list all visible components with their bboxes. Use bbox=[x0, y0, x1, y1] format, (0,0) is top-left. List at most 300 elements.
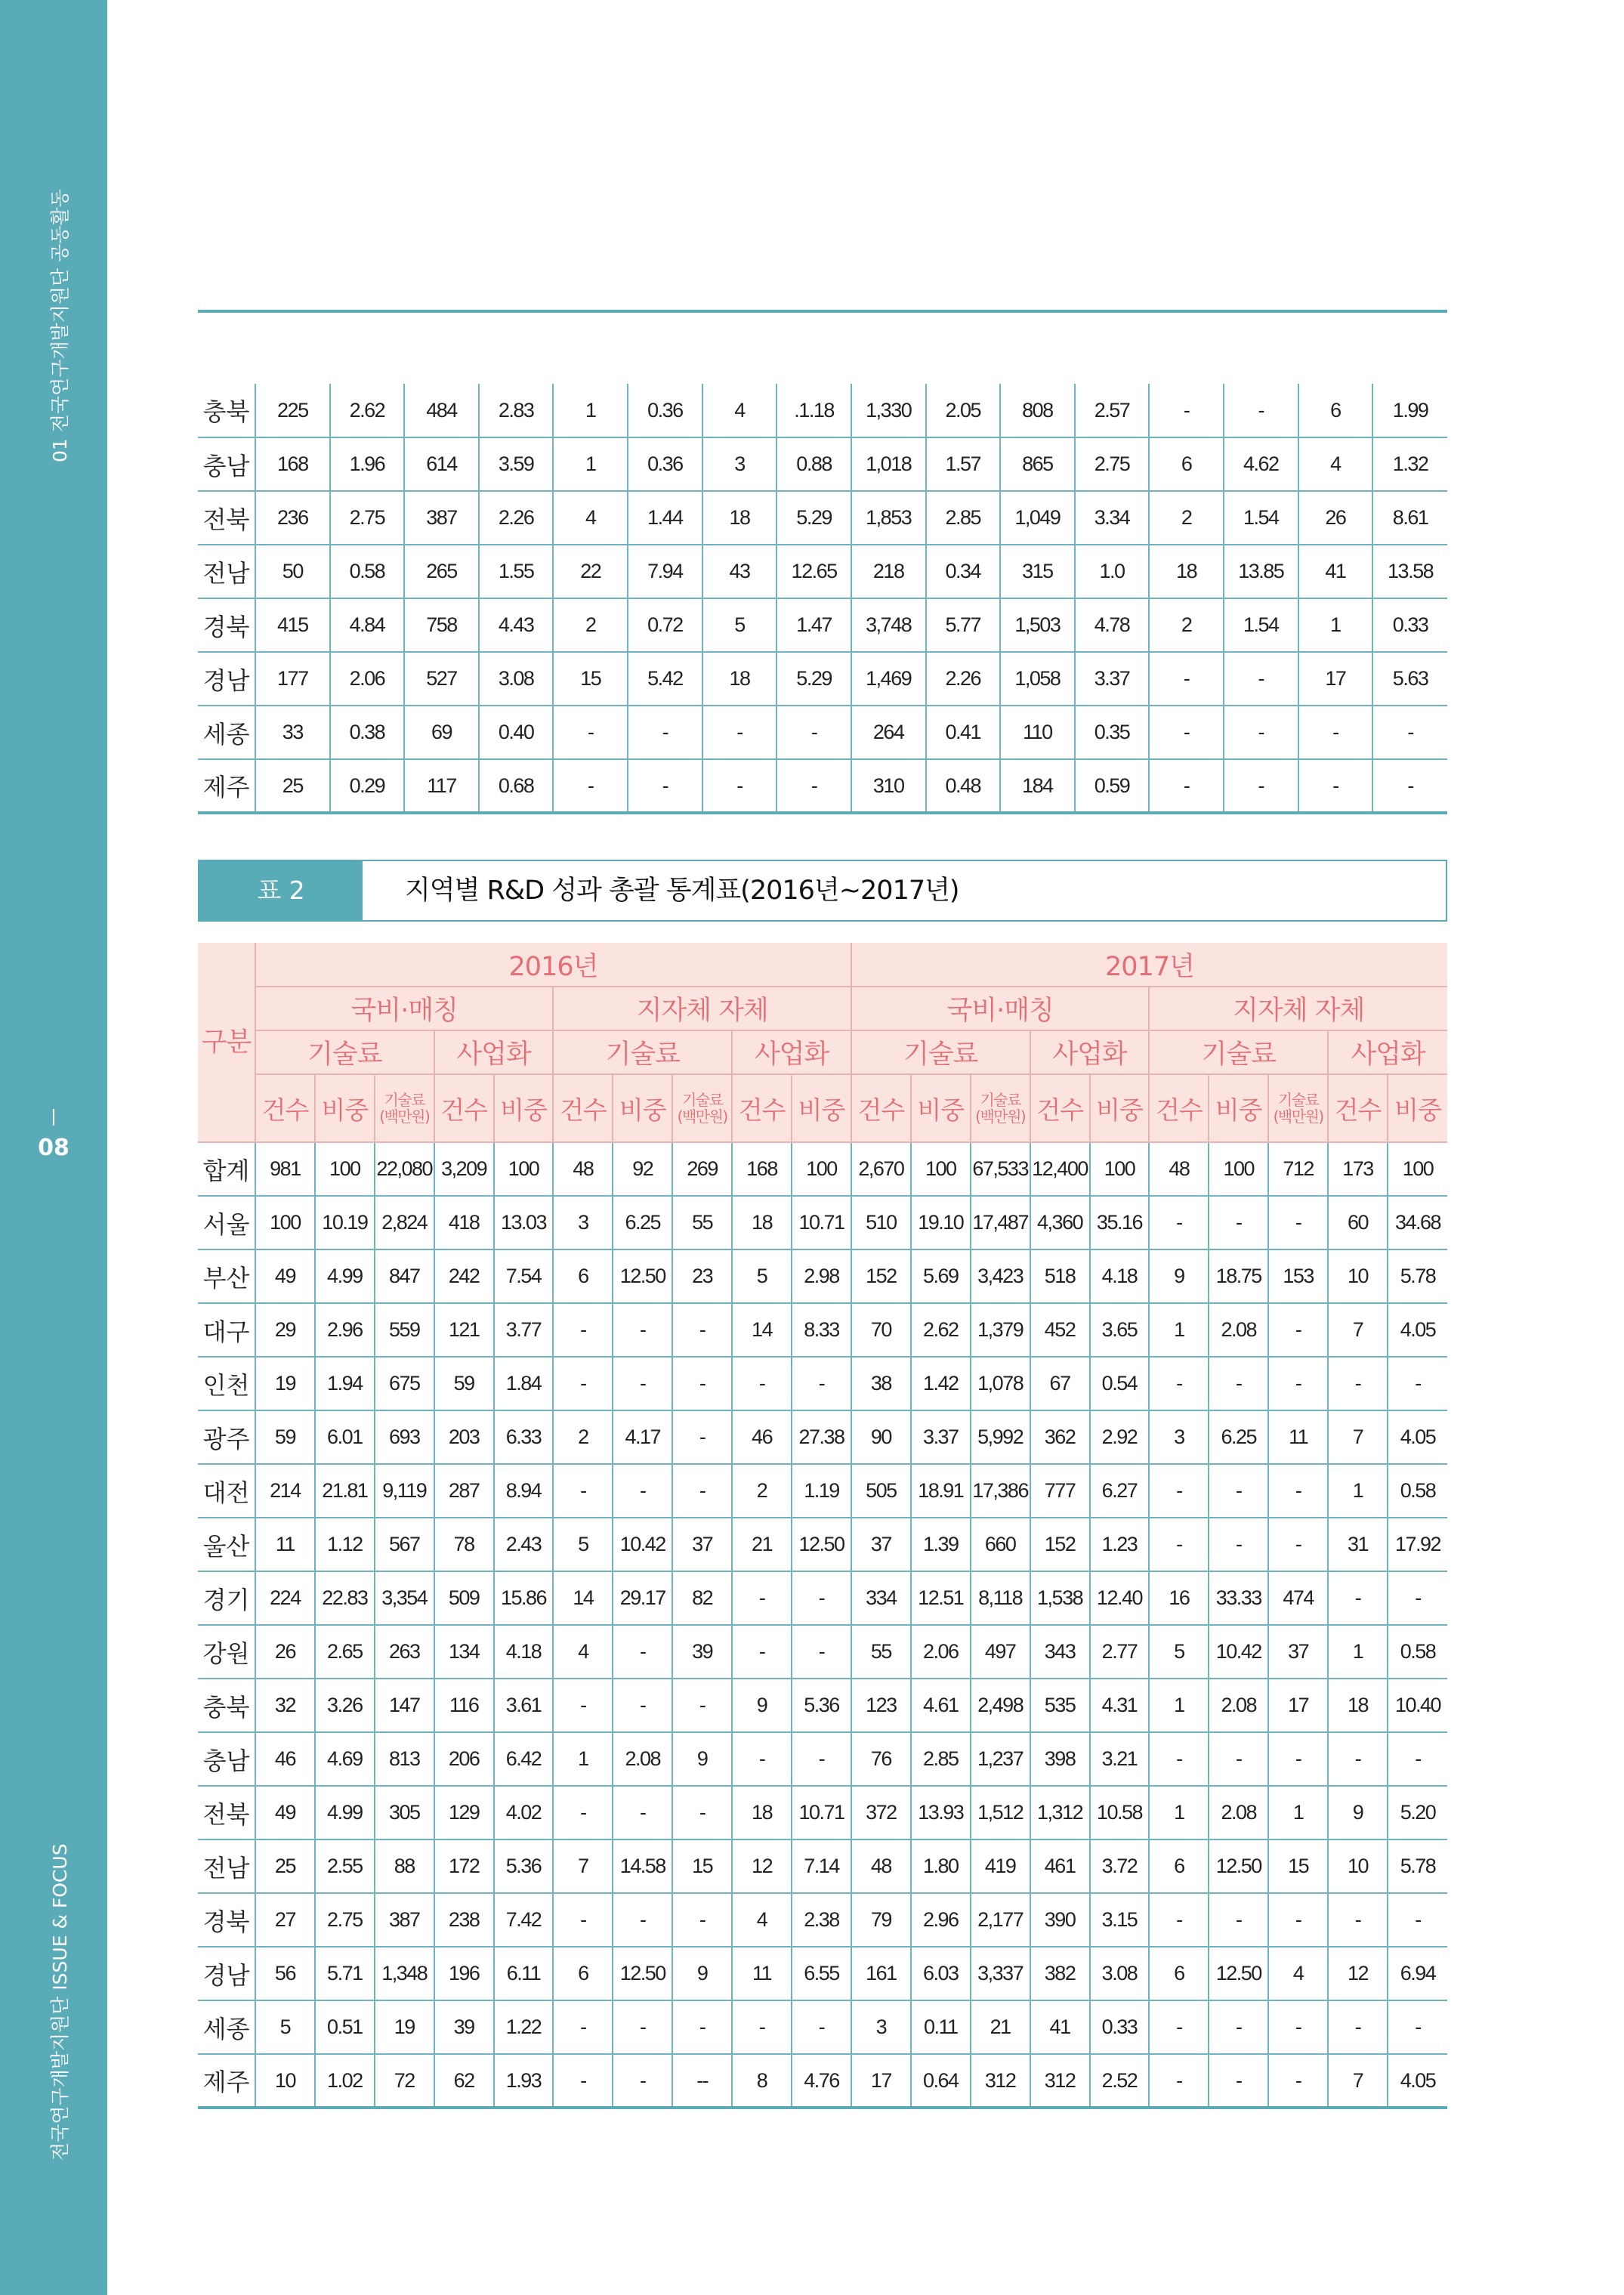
table-cell: 60 bbox=[1328, 1196, 1388, 1249]
table-row bbox=[198, 2000, 1447, 2054]
table-cell: 3,423 bbox=[971, 1249, 1030, 1303]
table-cell: 4.99 bbox=[315, 1249, 375, 1303]
table-cell: 2.83 bbox=[479, 384, 554, 437]
table-cell: 12.50 bbox=[613, 1947, 672, 2000]
table-cell: - bbox=[1268, 1196, 1328, 1249]
table-cell: 59 bbox=[255, 1410, 315, 1464]
table-row bbox=[198, 1518, 1447, 1571]
table-cell: 808 bbox=[1000, 384, 1075, 437]
table-cell: 3.37 bbox=[1075, 652, 1150, 706]
region-label: 인천 bbox=[198, 1357, 255, 1410]
header-subgroup: 기술료 bbox=[1149, 1030, 1328, 1074]
table-cell: 2.06 bbox=[330, 652, 405, 706]
table-cell: 3,337 bbox=[971, 1947, 1030, 2000]
table-cell: 1,379 bbox=[971, 1303, 1030, 1357]
table-cell: 29 bbox=[255, 1303, 315, 1357]
table-cell: - bbox=[1328, 1893, 1388, 1947]
table-cell: 14.58 bbox=[613, 1839, 672, 1893]
table-cell: 614 bbox=[404, 437, 479, 491]
table-cell: 3,748 bbox=[851, 598, 926, 652]
table-cell: 3.65 bbox=[1090, 1303, 1150, 1357]
table-cell: 116 bbox=[434, 1679, 494, 1732]
table-cell: 3 bbox=[553, 1196, 613, 1249]
table-cell: 67,533 bbox=[971, 1142, 1030, 1196]
table-cell: 100 bbox=[792, 1142, 851, 1196]
table-cell: 4.61 bbox=[911, 1679, 971, 1732]
table-cell: 10.42 bbox=[1209, 1625, 1268, 1679]
table-cell: 6 bbox=[553, 1249, 613, 1303]
table-cell: 76 bbox=[851, 1732, 911, 1786]
section-title: 01 전국연구개발지원단 공동활동 bbox=[49, 189, 71, 462]
region-label: 경북 bbox=[198, 598, 255, 652]
header-group: 지자체 자체 bbox=[553, 987, 851, 1030]
table-row bbox=[198, 1732, 1447, 1786]
table-cell: 39 bbox=[672, 1625, 732, 1679]
table-row bbox=[198, 1947, 1447, 2000]
region-label: 전북 bbox=[198, 1786, 255, 1839]
region-label: 전북 bbox=[198, 491, 255, 545]
table-cell: 712 bbox=[1268, 1142, 1328, 1196]
table-cell: 8,118 bbox=[971, 1571, 1030, 1625]
table-cell: 11 bbox=[732, 1947, 792, 2000]
table-cell: 3,354 bbox=[375, 1571, 434, 1625]
table-cell: 4,360 bbox=[1030, 1196, 1090, 1249]
table-cell: 5.29 bbox=[776, 491, 851, 545]
table-cell: 2 bbox=[1149, 491, 1224, 545]
table-cell: 100 bbox=[1209, 1142, 1268, 1196]
column-header: 기술료(백만원) bbox=[971, 1074, 1030, 1142]
column-header: 기술료(백만원) bbox=[672, 1074, 732, 1142]
table-cell: 509 bbox=[434, 1571, 494, 1625]
region-label: 경남 bbox=[198, 652, 255, 706]
table-cell: 0.40 bbox=[479, 706, 554, 759]
table-cell: - bbox=[628, 759, 702, 813]
table-cell: - bbox=[613, 1464, 672, 1518]
table-cell: 78 bbox=[434, 1518, 494, 1571]
header-subgroup: 사업화 bbox=[434, 1030, 554, 1074]
table-cell: 2.62 bbox=[330, 384, 405, 437]
table-cell: 15 bbox=[672, 1839, 732, 1893]
table-cell: 203 bbox=[434, 1410, 494, 1464]
table-cell: 161 bbox=[851, 1947, 911, 2000]
table-cell: 2.96 bbox=[315, 1303, 375, 1357]
table-cell: 14 bbox=[553, 1571, 613, 1625]
table-cell: 1,512 bbox=[971, 1786, 1030, 1839]
table-cell: - bbox=[792, 1357, 851, 1410]
table-cell: 236 bbox=[255, 491, 330, 545]
table-cell: 172 bbox=[434, 1839, 494, 1893]
table-cell: 7.42 bbox=[494, 1893, 554, 1947]
table-row bbox=[198, 1571, 1447, 1625]
table-cell: 7.14 bbox=[792, 1839, 851, 1893]
top-rule bbox=[198, 310, 1447, 313]
table-cell: - bbox=[672, 1786, 732, 1839]
table-cell: 49 bbox=[255, 1249, 315, 1303]
table-cell: - bbox=[1149, 1518, 1209, 1571]
table-cell: 2.92 bbox=[1090, 1410, 1150, 1464]
table-cell: 214 bbox=[255, 1464, 315, 1518]
table-cell: 1.84 bbox=[494, 1357, 554, 1410]
table-cell: 0.59 bbox=[1075, 759, 1150, 813]
table-cell: 9 bbox=[672, 1947, 732, 2000]
table-cell: 8 bbox=[732, 2054, 792, 2108]
table-cell: 31 bbox=[1328, 1518, 1388, 1571]
table-cell: 474 bbox=[1268, 1571, 1328, 1625]
table-cell: 7 bbox=[1328, 1303, 1388, 1357]
table-cell: 5 bbox=[702, 598, 777, 652]
table-cell: 315 bbox=[1000, 545, 1075, 598]
table-cell: 2.06 bbox=[911, 1625, 971, 1679]
table-cell: 173 bbox=[1328, 1142, 1388, 1196]
table-cell: 1,538 bbox=[1030, 1571, 1090, 1625]
table-cell: 9 bbox=[1149, 1249, 1209, 1303]
table-cell: 1.32 bbox=[1372, 437, 1447, 491]
table-cell: - bbox=[732, 1357, 792, 1410]
table-row bbox=[198, 491, 1447, 545]
region-label: 충북 bbox=[198, 384, 255, 437]
header-row-years bbox=[198, 943, 1447, 987]
table-cell: 46 bbox=[732, 1410, 792, 1464]
table-cell: 117 bbox=[404, 759, 479, 813]
table-cell: 6.25 bbox=[613, 1196, 672, 1249]
table-cell: 5.63 bbox=[1372, 652, 1447, 706]
table-cell: - bbox=[1268, 2000, 1328, 2054]
table-cell: 147 bbox=[375, 1679, 434, 1732]
region-label: 울산 bbox=[198, 1518, 255, 1571]
table-cell: 9 bbox=[732, 1679, 792, 1732]
table-cell: 4 bbox=[1298, 437, 1373, 491]
table-cell: 484 bbox=[404, 384, 479, 437]
table-cell: 1,348 bbox=[375, 1947, 434, 2000]
table-cell: 2.05 bbox=[926, 384, 1001, 437]
table-cell: 10.40 bbox=[1388, 1679, 1447, 1732]
table-cell: 4 bbox=[553, 491, 628, 545]
table-cell: - bbox=[672, 1303, 732, 1357]
table-cell: 121 bbox=[434, 1303, 494, 1357]
header-subgroup: 사업화 bbox=[732, 1030, 851, 1074]
table-cell: 813 bbox=[375, 1732, 434, 1786]
region-label: 전남 bbox=[198, 1839, 255, 1893]
column-header: 비중 bbox=[613, 1074, 672, 1142]
table-cell: 1 bbox=[1268, 1786, 1328, 1839]
table-cell: - bbox=[1388, 1732, 1447, 1786]
table-cell: 3.26 bbox=[315, 1679, 375, 1732]
region-label: 합계 bbox=[198, 1142, 255, 1196]
table-cell: 21 bbox=[971, 2000, 1030, 2054]
table-cell: 1,853 bbox=[851, 491, 926, 545]
table-cell: 0.88 bbox=[776, 437, 851, 491]
table-cell: - bbox=[732, 2000, 792, 2054]
table-cell: 22.83 bbox=[315, 1571, 375, 1625]
region-label: 서울 bbox=[198, 1196, 255, 1249]
header-row-columns bbox=[198, 1074, 1447, 1142]
table-cell: 12.50 bbox=[792, 1518, 851, 1571]
table-cell: - bbox=[613, 1303, 672, 1357]
table-cell: - bbox=[792, 1625, 851, 1679]
table-cell: - bbox=[1149, 384, 1224, 437]
table-cell: 1.54 bbox=[1224, 598, 1298, 652]
table-cell: 6 bbox=[1149, 1839, 1209, 1893]
table-cell: 4.69 bbox=[315, 1732, 375, 1786]
table-cell: - bbox=[553, 1464, 613, 1518]
table-cell: - bbox=[1224, 384, 1298, 437]
region-label: 충북 bbox=[198, 1679, 255, 1732]
table-cell: 1.0 bbox=[1075, 545, 1150, 598]
table-cell: 6.01 bbox=[315, 1410, 375, 1464]
table-cell: 242 bbox=[434, 1249, 494, 1303]
table-cell: 1.42 bbox=[911, 1357, 971, 1410]
table-cell: 1.93 bbox=[494, 2054, 554, 2108]
header-group: 국비·매칭 bbox=[851, 987, 1149, 1030]
table-cell: 88 bbox=[375, 1839, 434, 1893]
table-cell: 2 bbox=[732, 1464, 792, 1518]
table-cell: 5 bbox=[1149, 1625, 1209, 1679]
table-cell: 100 bbox=[255, 1196, 315, 1249]
table-cell: - bbox=[1209, 1893, 1268, 1947]
table-cell: - bbox=[1149, 2054, 1209, 2108]
table-cell: - bbox=[792, 2000, 851, 2054]
table-cell: .1.18 bbox=[776, 384, 851, 437]
table-row bbox=[198, 1625, 1447, 1679]
table-cell: - bbox=[1149, 1464, 1209, 1518]
table-cell: - bbox=[1328, 2000, 1388, 2054]
table-cell: 4 bbox=[553, 1625, 613, 1679]
table-cell: 2.08 bbox=[1209, 1679, 1268, 1732]
table-cell: - bbox=[1388, 2000, 1447, 2054]
table-cell: 168 bbox=[732, 1142, 792, 1196]
table-cell: - bbox=[672, 1410, 732, 1464]
table-cell: - bbox=[1209, 2054, 1268, 2108]
table-cell: 0.33 bbox=[1372, 598, 1447, 652]
table-cell: 55 bbox=[851, 1625, 911, 1679]
table-row bbox=[198, 1786, 1447, 1839]
table-cell: 26 bbox=[1298, 491, 1373, 545]
table-cell: 17.92 bbox=[1388, 1518, 1447, 1571]
table-cell: 6 bbox=[1149, 437, 1224, 491]
table-cell: 12.65 bbox=[776, 545, 851, 598]
header-year-2016: 2016년 bbox=[255, 943, 851, 987]
table-cell: 9,119 bbox=[375, 1464, 434, 1518]
table-cell: 0.41 bbox=[926, 706, 1001, 759]
table-cell: 387 bbox=[375, 1893, 434, 1947]
table-cell: 1.12 bbox=[315, 1518, 375, 1571]
region-label: 경남 bbox=[198, 1947, 255, 2000]
table-cell: 27 bbox=[255, 1893, 315, 1947]
table-cell: 461 bbox=[1030, 1839, 1090, 1893]
table-cell: - bbox=[613, 2000, 672, 2054]
table-cell: 92 bbox=[613, 1142, 672, 1196]
table-cell: 168 bbox=[255, 437, 330, 491]
table-cell: 0.36 bbox=[628, 437, 702, 491]
table-cell: 1 bbox=[553, 1732, 613, 1786]
table-cell: 2.38 bbox=[792, 1893, 851, 1947]
table-cell: 12 bbox=[1328, 1947, 1388, 2000]
table-cell: 3.59 bbox=[479, 437, 554, 491]
table-cell: 0.58 bbox=[330, 545, 405, 598]
table-cell: 18.75 bbox=[1209, 1249, 1268, 1303]
table-cell: 25 bbox=[255, 1839, 315, 1893]
table-cell: - bbox=[1149, 759, 1224, 813]
table-cell: 1.47 bbox=[776, 598, 851, 652]
table-cell: 110 bbox=[1000, 706, 1075, 759]
table-cell: 3.21 bbox=[1090, 1732, 1150, 1786]
table-cell: - bbox=[613, 1893, 672, 1947]
table-cell: - bbox=[672, 1893, 732, 1947]
table-cell: 2.75 bbox=[1075, 437, 1150, 491]
table-cell: 2.85 bbox=[926, 491, 1001, 545]
table-cell: 100 bbox=[911, 1142, 971, 1196]
table-cell: 497 bbox=[971, 1625, 1030, 1679]
table-cell: - bbox=[672, 1357, 732, 1410]
table-cell: 10.58 bbox=[1090, 1786, 1150, 1839]
table-cell: 2 bbox=[553, 1410, 613, 1464]
header-gubun: 구분 bbox=[198, 943, 255, 1142]
table-cell: 847 bbox=[375, 1249, 434, 1303]
column-header: 건수 bbox=[851, 1074, 911, 1142]
table-cell: 13.85 bbox=[1224, 545, 1298, 598]
table-cell: 0.54 bbox=[1090, 1357, 1150, 1410]
table-cell: 5.20 bbox=[1388, 1786, 1447, 1839]
table-cell: 1 bbox=[553, 437, 628, 491]
column-header: 비중 bbox=[1090, 1074, 1150, 1142]
table-cell: 13.93 bbox=[911, 1786, 971, 1839]
column-header: 기술료(백만원) bbox=[375, 1074, 434, 1142]
table-row bbox=[198, 598, 1447, 652]
table-cell: 4 bbox=[732, 1893, 792, 1947]
table-cell: 37 bbox=[1268, 1625, 1328, 1679]
table-cell: - bbox=[672, 2000, 732, 2054]
table-cell: 3,209 bbox=[434, 1142, 494, 1196]
page-number-divider bbox=[53, 1109, 54, 1126]
column-header: 건수 bbox=[1030, 1074, 1090, 1142]
table-cell: 18 bbox=[702, 652, 777, 706]
region-label: 대구 bbox=[198, 1303, 255, 1357]
table-cell: 34.68 bbox=[1388, 1196, 1447, 1249]
table-2 bbox=[198, 943, 1447, 2109]
table-cell: 0.35 bbox=[1075, 706, 1150, 759]
table-cell: 9 bbox=[1328, 1786, 1388, 1839]
table-cell: 177 bbox=[255, 652, 330, 706]
table-cell: 1,018 bbox=[851, 437, 926, 491]
table-cell: 3.08 bbox=[479, 652, 554, 706]
table-cell: 390 bbox=[1030, 1893, 1090, 1947]
header-subgroup: 기술료 bbox=[255, 1030, 434, 1074]
table-cell: - bbox=[792, 1571, 851, 1625]
table-cell: 10 bbox=[1328, 1839, 1388, 1893]
table-cell: 3 bbox=[702, 437, 777, 491]
table-cell: 48 bbox=[553, 1142, 613, 1196]
table-2-title: 지역별 R&D 성과 총괄 통계표(2016년~2017년) bbox=[405, 876, 959, 906]
table-cell: 2.57 bbox=[1075, 384, 1150, 437]
table-row bbox=[198, 1839, 1447, 1893]
table-cell: - bbox=[1268, 2054, 1328, 2108]
table-cell: 22,080 bbox=[375, 1142, 434, 1196]
table-cell: 2.08 bbox=[1209, 1786, 1268, 1839]
table-cell: 1.44 bbox=[628, 491, 702, 545]
table-cell: 5.71 bbox=[315, 1947, 375, 2000]
table-cell: 0.34 bbox=[926, 545, 1001, 598]
table-cell: 37 bbox=[672, 1518, 732, 1571]
region-label: 경기 bbox=[198, 1571, 255, 1625]
table-cell: 6 bbox=[1298, 384, 1373, 437]
table-cell: 26 bbox=[255, 1625, 315, 1679]
table-cell: 415 bbox=[255, 598, 330, 652]
table-cell: 10.19 bbox=[315, 1196, 375, 1249]
column-header: 비중 bbox=[1209, 1074, 1268, 1142]
table-cell: 134 bbox=[434, 1625, 494, 1679]
table-cell: 27.38 bbox=[792, 1410, 851, 1464]
table-cell: 660 bbox=[971, 1518, 1030, 1571]
table-cell: 17 bbox=[1298, 652, 1373, 706]
region-label: 충남 bbox=[198, 437, 255, 491]
table-cell: 70 bbox=[851, 1303, 911, 1357]
column-header: 건수 bbox=[255, 1074, 315, 1142]
table-cell: 0.51 bbox=[315, 2000, 375, 2054]
table-cell: 4.02 bbox=[494, 1786, 554, 1839]
table-cell: - bbox=[1224, 706, 1298, 759]
table-row bbox=[198, 759, 1447, 813]
column-header: 비중 bbox=[494, 1074, 554, 1142]
table-cell: - bbox=[1224, 759, 1298, 813]
table-cell: 3.15 bbox=[1090, 1893, 1150, 1947]
table-cell: 56 bbox=[255, 1947, 315, 2000]
table-cell: 39 bbox=[434, 2000, 494, 2054]
table-cell: 305 bbox=[375, 1786, 434, 1839]
table-cell: 0.38 bbox=[330, 706, 405, 759]
table-cell: - bbox=[1149, 2000, 1209, 2054]
table-cell: 362 bbox=[1030, 1410, 1090, 1464]
table-cell: - bbox=[702, 706, 777, 759]
table-cell: 225 bbox=[255, 384, 330, 437]
table-cell: 4.76 bbox=[792, 2054, 851, 2108]
table-cell: - bbox=[672, 1679, 732, 1732]
table-cell: 48 bbox=[851, 1839, 911, 1893]
table-cell: - bbox=[732, 1571, 792, 1625]
table-cell: 18 bbox=[1149, 545, 1224, 598]
region-label: 세종 bbox=[198, 2000, 255, 2054]
table-cell: 50 bbox=[255, 545, 330, 598]
table-cell: - bbox=[1149, 706, 1224, 759]
region-label: 전남 bbox=[198, 545, 255, 598]
table-cell: 0.64 bbox=[911, 2054, 971, 2108]
table-cell: 5.78 bbox=[1388, 1839, 1447, 1893]
table-cell: 100 bbox=[315, 1142, 375, 1196]
table-cell: 269 bbox=[672, 1142, 732, 1196]
table-cell: 1.96 bbox=[330, 437, 405, 491]
table-cell: 1,049 bbox=[1000, 491, 1075, 545]
table-cell: 1.94 bbox=[315, 1357, 375, 1410]
table-cell: 1,078 bbox=[971, 1357, 1030, 1410]
table-cell: - bbox=[1149, 1732, 1209, 1786]
table-cell: 100 bbox=[1090, 1142, 1150, 1196]
column-header: 건수 bbox=[434, 1074, 494, 1142]
table-cell: - bbox=[1149, 1893, 1209, 1947]
table-cell: 0.36 bbox=[628, 384, 702, 437]
table-cell: 559 bbox=[375, 1303, 434, 1357]
table-cell: 312 bbox=[971, 2054, 1030, 2108]
region-label: 부산 bbox=[198, 1249, 255, 1303]
header-group: 지자체 자체 bbox=[1149, 987, 1447, 1030]
table-cell: - bbox=[553, 1679, 613, 1732]
table-cell: 46 bbox=[255, 1732, 315, 1786]
table-cell: 2 bbox=[553, 598, 628, 652]
table-cell: 16 bbox=[1149, 1571, 1209, 1625]
table-cell: 19 bbox=[255, 1357, 315, 1410]
table-cell: 3 bbox=[1149, 1410, 1209, 1464]
table-cell: - bbox=[1298, 706, 1373, 759]
table-cell: 2.55 bbox=[315, 1839, 375, 1893]
table-cell: - bbox=[1328, 1571, 1388, 1625]
